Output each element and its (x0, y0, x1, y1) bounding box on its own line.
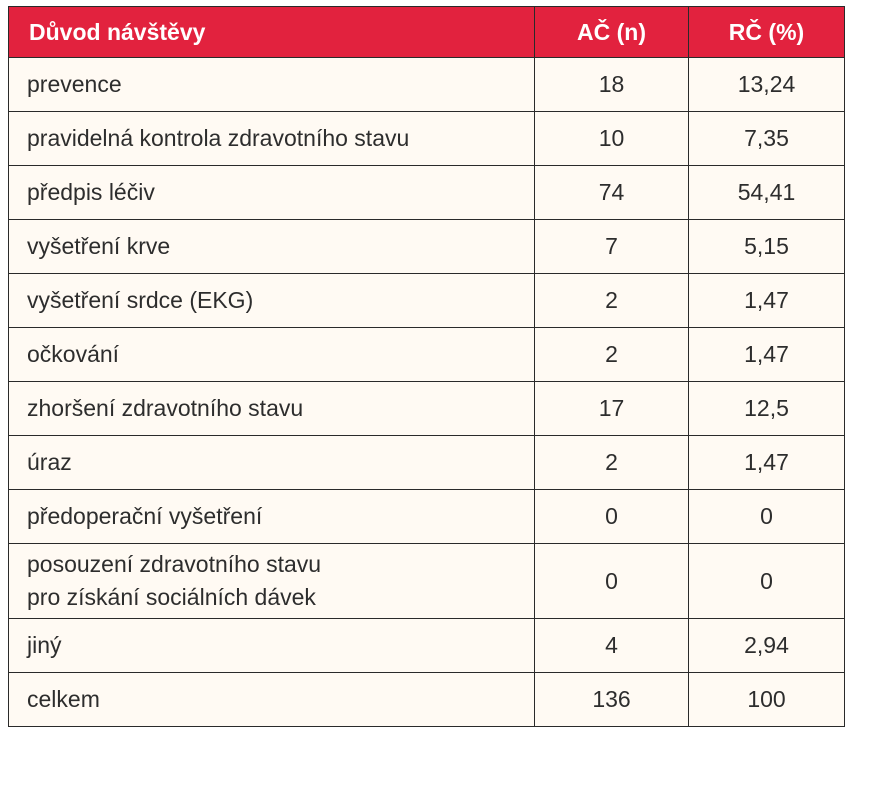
header-reason: Důvod návštěvy (9, 7, 535, 58)
header-relative-percent: RČ (%) (689, 7, 845, 58)
table-row-total (9, 673, 845, 727)
row-label-line: posouzení zdravotního stavu (27, 551, 322, 577)
table-row (9, 112, 845, 166)
row-relative-percent: 1,47 (689, 274, 845, 328)
row-relative-percent: 2,94 (689, 619, 845, 673)
row-absolute-count: 0 (535, 490, 689, 544)
row-relative-percent: 1,47 (689, 436, 845, 490)
row-label: pravidelná kontrola zdravotního stavu (9, 112, 535, 166)
row-label-multiline (9, 544, 535, 619)
table-row (9, 490, 845, 544)
row-relative-percent: 1,47 (689, 328, 845, 382)
row-label: vyšetření krve (9, 220, 535, 274)
row-absolute-count: 2 (535, 436, 689, 490)
row-absolute-count: 4 (535, 619, 689, 673)
table-row (9, 220, 845, 274)
table-row (9, 382, 845, 436)
total-relative-percent: 100 (689, 673, 845, 727)
table-row (9, 328, 845, 382)
row-label: úraz (9, 436, 535, 490)
row-label: jiný (9, 619, 535, 673)
total-absolute-count: 136 (535, 673, 689, 727)
table-row (9, 58, 845, 112)
row-relative-percent: 0 (689, 544, 845, 619)
row-absolute-count: 17 (535, 382, 689, 436)
table-row (9, 436, 845, 490)
row-relative-percent: 5,15 (689, 220, 845, 274)
row-absolute-count: 2 (535, 274, 689, 328)
row-relative-percent: 12,5 (689, 382, 845, 436)
row-absolute-count: 2 (535, 328, 689, 382)
row-label: předpis léčiv (9, 166, 535, 220)
header-absolute-count: AČ (n) (535, 7, 689, 58)
table-row (9, 544, 845, 619)
row-absolute-count: 18 (535, 58, 689, 112)
row-label: očkování (9, 328, 535, 382)
row-relative-percent: 13,24 (689, 58, 845, 112)
row-relative-percent: 0 (689, 490, 845, 544)
row-relative-percent: 7,35 (689, 112, 845, 166)
table-header-row (9, 7, 845, 58)
row-relative-percent: 54,41 (689, 166, 845, 220)
table-row (9, 274, 845, 328)
total-label: celkem (9, 673, 535, 727)
row-label-line: pro získání sociálních dávek (27, 584, 316, 610)
table-row (9, 619, 845, 673)
row-label: vyšetření srdce (EKG) (9, 274, 535, 328)
row-absolute-count: 7 (535, 220, 689, 274)
row-absolute-count: 0 (535, 544, 689, 619)
table-row (9, 166, 845, 220)
row-label: zhoršení zdravotního stavu (9, 382, 535, 436)
visit-reasons-table (8, 6, 845, 727)
row-absolute-count: 10 (535, 112, 689, 166)
row-label: prevence (9, 58, 535, 112)
row-label: předoperační vyšetření (9, 490, 535, 544)
row-absolute-count: 74 (535, 166, 689, 220)
